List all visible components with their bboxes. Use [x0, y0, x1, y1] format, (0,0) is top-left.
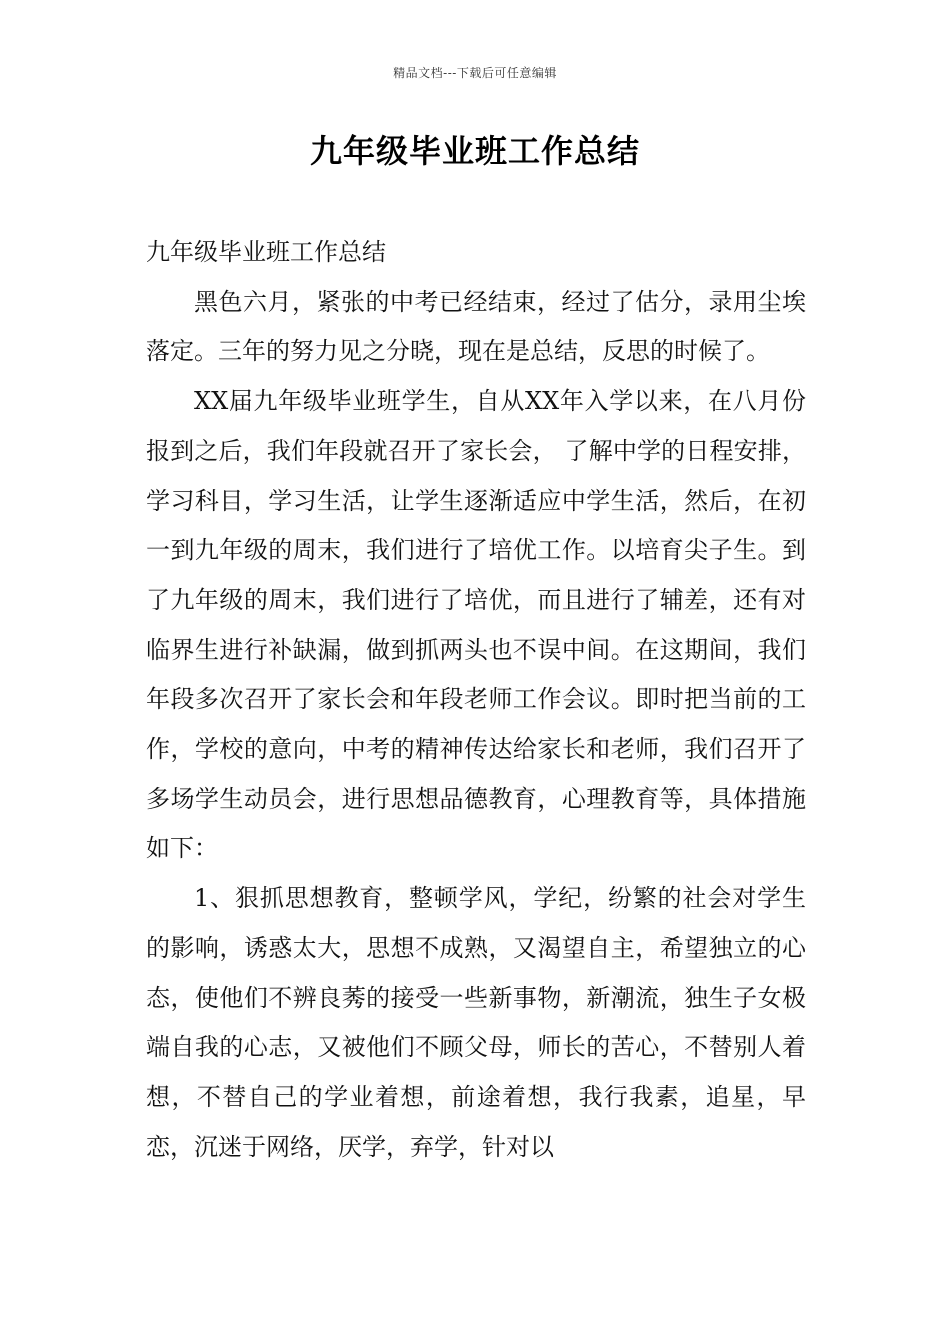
- document-body: [146, 228, 806, 1172]
- body-subtitle-paragraph: 九年级毕业班工作总结: [146, 238, 386, 266]
- body-paragraph: 1、狠抓思想教育，整顿学风，学纪，纷繁的社会对学生的影响，诱惑太大，思想不成熟，又渴望自主，希望独立的心态，使他们不辨良莠的接受一些新事物，新潮流，独生子女极端自我的心志，又被他们不顾父母，师长的苦心，不替别人着想，不替自己的学业着想，前途着想，我行我素，追星，早恋，沉迷于网络，厌学，弃学，针对以: [146, 884, 806, 1161]
- body-paragraph: 黑色六月，紧张的中考已经结束，经过了估分，录用尘埃落定。三年的努力见之分晓，现在是总结，反思的时候了。: [146, 287, 806, 366]
- header-note: 精品文档---下载后可任意编辑: [393, 66, 557, 80]
- document-title: 九年级毕业班工作总结: [309, 132, 640, 170]
- body-paragraph: XX届九年级毕业班学生，自从XX年入学以来，在八月份报到之后，我们年段就召开了家长会， 了解中学的日程安排，学习科目，学习生活，让学生逐渐适应中学生活，然后，在初一到九年级的周末，我们进行了培优工作。以培育尖子生。到了九年级的周末，我们进行了培优，而且进行了辅差，还有对临界生进行补缺漏，做到抓两头也不误中间。在这期间，我们年段多次召开了家长会和年段老师工作会议。即时把当前的工作，学校的意向，中考的精神传达给家长和老师，我们召开了多场学生动员会，进行思想品德教育，心理教育等，具体措施如下：: [146, 387, 806, 863]
